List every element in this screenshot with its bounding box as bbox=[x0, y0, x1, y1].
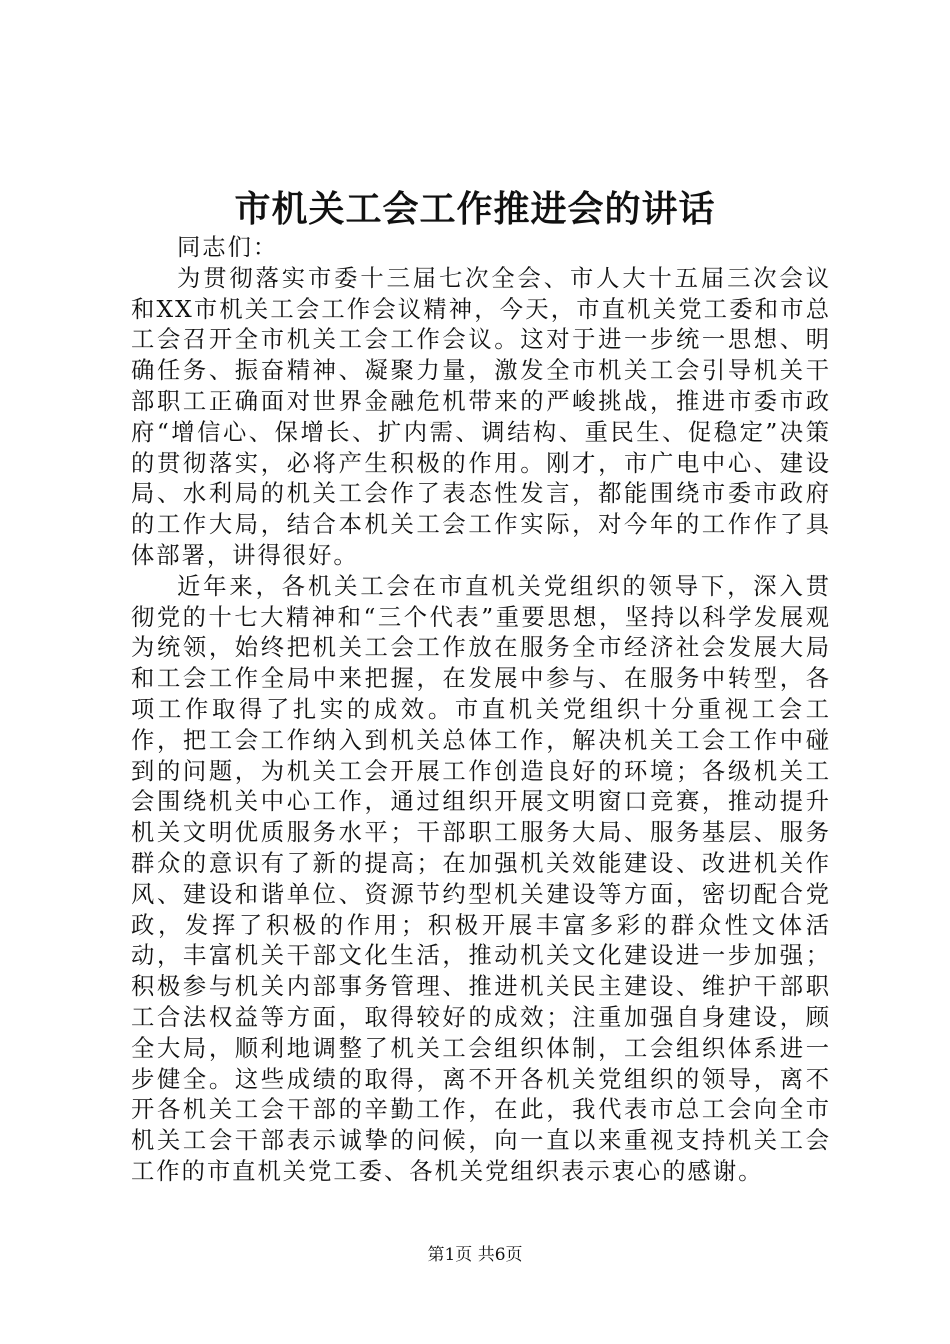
document-title: 市机关工会工作推进会的讲话 bbox=[234, 188, 716, 230]
page-footer: 第1页 共6页 bbox=[427, 1245, 523, 1265]
document-body bbox=[131, 233, 831, 1188]
paragraph-1: 为贯彻落实市委十三届七次全会、市人大十五届三次会议和XX市机关工会工作会议精神，今天，市直机关党工委和市总工会召开全市机关工会工作会议。这对于进一步统一思想、明确任务、振奋精神、凝聚力量，激发全市机关工会引导机关干部职工正确面对世界金融危机带来的严峻挑战，推进市委市政府“增信心、保增长、扩内需、调结构、重民生、促稳定”决策的贯彻落实，必将产生积极的作用。刚才，市广电中心、建设局、水利局的机关工会作了表态性发言，都能围绕市委市政府的工作大局，结合本机关工会工作实际，对今年的工作作了具体部署，讲得很好。 bbox=[131, 264, 831, 569]
salutation: 同志们： bbox=[177, 234, 279, 261]
paragraph-2: 近年来，各机关工会在市直机关党组织的领导下，深入贯彻党的十七大精神和“三个代表”重要思想，坚持以科学发展观为统领，始终把机关工会工作放在服务全市经济社会发展大局和工会工作全局中来把握，在发展中参与、在服务中转型，各项工作取得了扎实的成效。市直机关党组织十分重视工会工作，把工会工作纳入到机关总体工作，解决机关工会工作中碰到的问题，为机关工会开展工作创造良好的环境；各级机关工会围绕机关中心工作，通过组织开展文明窗口竞赛，推动提升机关文明优质服务水平；干部职工服务大局、服务基层、服务群众的意识有了新的提高；在加强机关效能建设、改进机关作风、建设和谐单位、资源节约型机关建设等方面，密切配合党政，发挥了积极的作用；积极开展丰富多彩的群众性文体活动，丰富机关干部文化生活，推动机关文化建设进一步加强；积极参与机关内部事务管理、推进机关民主建设、维护干部职工合法权益等方面，取得较好的成效；注重加强自身建设，顾全大局，顺利地调整了机关工会组织体制，工会组织体系进一步健全。这些成绩的取得，离不开各机关党组织的领导，离不开各机关工会干部的辛勤工作，在此，我代表市总工会向全市机关工会干部表示诚挚的问候，向一直以来重视支持机关工会工作的市直机关党工委、各机关党组织表示衷心的感谢。 bbox=[131, 572, 831, 1185]
